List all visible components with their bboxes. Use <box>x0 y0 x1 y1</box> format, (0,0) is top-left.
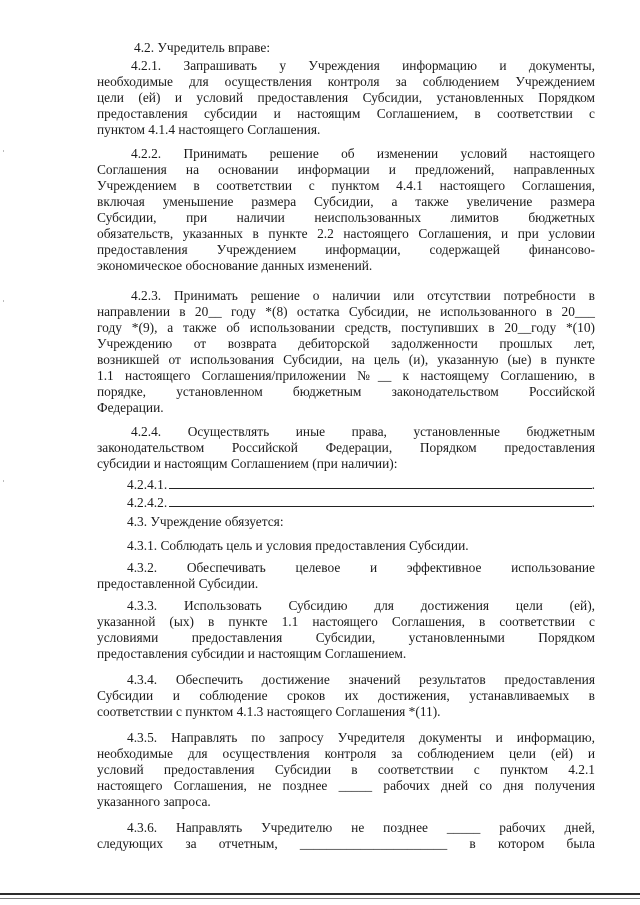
text-line: предоставленной Субсидии. <box>97 576 259 591</box>
fill-in-line <box>169 494 591 507</box>
text-line: направлении в 20__ году *(8) остатка Субсидии, не использованного в 20___ <box>97 304 595 319</box>
fill-in-line <box>169 476 591 489</box>
text-line: законодательством Российской Федерации, Порядком предоставления <box>97 440 595 455</box>
text-line: указанного запроса. <box>97 794 211 809</box>
item-number: 4.2.4.2. <box>127 495 168 510</box>
text-line: Субсидии и соблюдение сроков их достижения, устанавливаемых в <box>97 688 595 703</box>
text-line: Учреждением в соответствии с пунктом 4.4.1 настоящего Соглашения, <box>97 178 595 193</box>
text-line: цели (ей) и условий предоставления Субсидии, установленных Порядком <box>97 90 595 105</box>
scan-speck <box>3 300 4 302</box>
period: . <box>591 495 595 510</box>
text-line: необходимые для осуществления контроля за соблюдением Учреждением <box>97 74 595 89</box>
text-line: условиями предоставления Субсидии, установленными Порядком <box>97 630 595 645</box>
text-line: Федерации. <box>97 400 164 415</box>
text-line: 1.1 настоящего Соглашения/приложении №__ к настоящему Соглашению, в <box>97 368 595 383</box>
scan-edge-bar <box>0 898 640 899</box>
text-line: предоставления субсидии и настоящим Соглашением, в соответствии с <box>97 106 595 121</box>
item-number: 4.2.4.1. <box>127 477 168 492</box>
text-line: экономическое обоснование данных изменений. <box>97 258 373 273</box>
text-line: пунктом 4.1.4 настоящего Соглашения. <box>97 122 321 137</box>
blank-item-4-2-4-1 <box>127 476 595 493</box>
text-line: возникшей от использования Субсидии, на цель (и), указанную (ые) в пункте <box>97 352 595 367</box>
text-line: 4.3.6. Направлять Учредителю не позднее _____ рабочих дней, <box>127 820 595 835</box>
blank-item-4-2-4-2 <box>127 494 595 511</box>
text-line: 4.3.3. Использовать Субсидию для достижения цели (ей), <box>127 598 595 613</box>
text-line: 4.2.2. Принимать решение об изменении условий настоящего <box>131 146 595 161</box>
text-line: 4.2.4. Осуществлять иные права, установленные бюджетным <box>131 424 595 439</box>
text-line: настоящего Соглашения, не позднее _____ рабочих дней со дня получения <box>97 778 595 793</box>
text-line: включая уменьшение размера Субсидии, а также увеличение размера <box>97 194 595 209</box>
text-line: 4.3.4. Обеспечить достижение значений результатов предоставления <box>127 672 595 687</box>
section-heading-4-2: 4.2. Учредитель вправе: <box>134 40 271 55</box>
text-line: 4.2.1. Запрашивать у Учреждения информацию и документы, <box>131 58 595 73</box>
period: . <box>591 477 595 492</box>
text-line: предоставления субсидии и настоящим Соглашением. <box>97 646 407 661</box>
text-line: 4.3.1. Соблюдать цель и условия предоставления Субсидии. <box>127 538 469 553</box>
text-line: необходимые для осуществления контроля за соблюдением цели (ей) и <box>97 746 595 761</box>
text-line: указанной (ых) в пункте 1.1 настоящего Соглашения, в соответствии с <box>97 614 595 629</box>
text-line: субсидии и настоящим Соглашением (при наличии): <box>97 456 398 471</box>
text-line: Учреждению от возврата дебиторской задолженности прошлых лет, <box>97 336 595 351</box>
text-line: году *(9), а также об использовании средств, поступивших в 20__году *(10) <box>97 320 595 335</box>
text-line: порядке, установленном бюджетным законодательством Российской <box>97 384 595 399</box>
text-line: Соглашения на основании информации и предложений, направленных <box>97 162 595 177</box>
text-line: соответствии с пунктом 4.1.3 настоящего Соглашения *(11). <box>97 704 441 719</box>
text-line: 4.3.5. Направлять по запросу Учредителя документы и информацию, <box>127 730 595 745</box>
scan-speck <box>3 480 4 482</box>
text-line: Субсидии, при наличии неиспользованных лимитов бюджетных <box>97 210 595 225</box>
text-line: следующих за отчетным, ______________________ в котором была <box>97 836 595 851</box>
scan-speck <box>3 150 4 152</box>
scan-edge-bar <box>0 893 640 895</box>
text-line: условий предоставления Субсидии в соответствии с пунктом 4.2.1 <box>97 762 595 777</box>
text-line: 4.3.2. Обеспечивать целевое и эффективное использование <box>127 560 595 575</box>
text-line: 4.2.3. Принимать решение о наличии или отсутствии потребности в <box>131 288 595 303</box>
section-heading-4-3: 4.3. Учреждение обязуется: <box>127 514 284 529</box>
text-line: обязательств, указанных в пункте 2.2 настоящего Соглашения, и при условии <box>97 226 595 241</box>
text-line: предоставления Учреждением информации, содержащей финансово- <box>97 242 595 257</box>
